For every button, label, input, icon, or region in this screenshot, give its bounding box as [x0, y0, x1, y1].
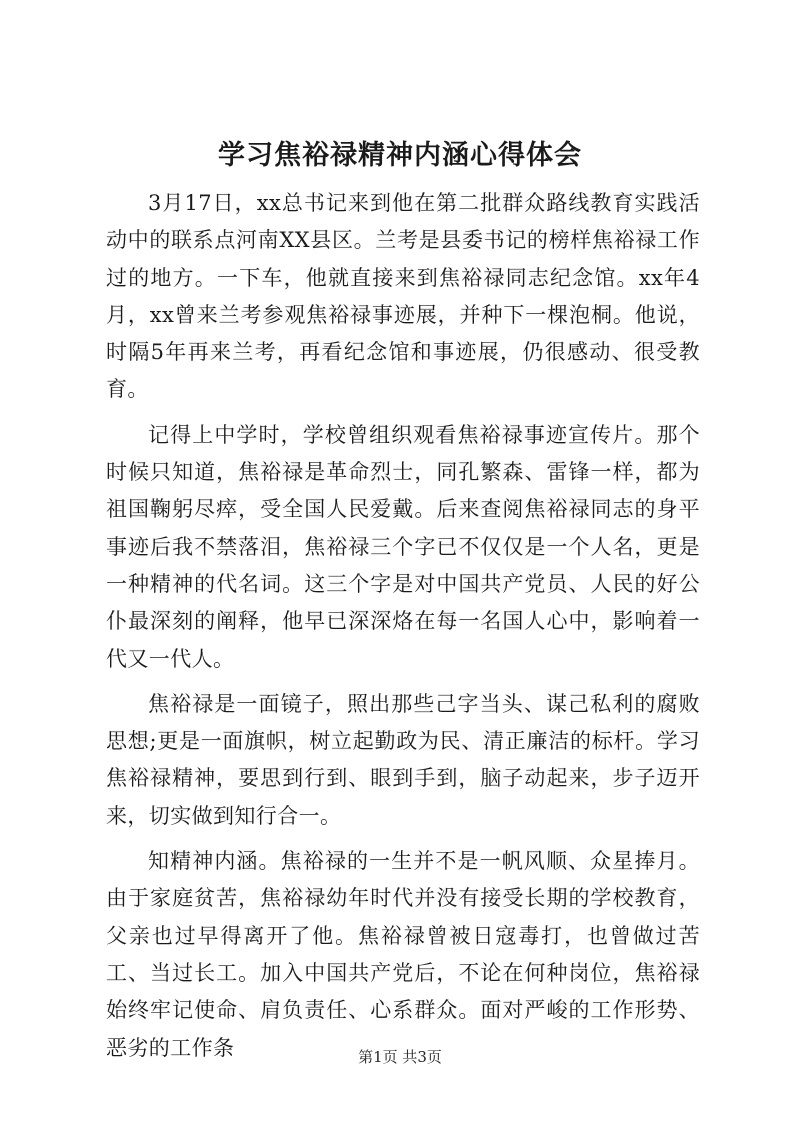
paragraph-3: 焦裕禄是一面镜子，照出那些己字当头、谋己私利的腐败思想;更是一面旗帜，树立起勤政为民、清正廉洁的标杆。学习焦裕禄精神，要思到行到、眼到手到，脑子动起来，步子迈开来，切实做到知行合一。 [106, 691, 700, 828]
paragraph-2: 记得上中学时，学校曾组织观看焦裕禄事迹宣传片。那个时候只知道，焦裕禄是革命烈士，同孔繁森、雷锋一样，都为祖国鞠躬尽瘁，受全国人民爱戴。后来查阅焦裕禄同志的身平事迹后我不禁落泪，焦裕禄三个字已不仅仅是一个人名，更是一种精神的代名词。这三个字是对中国共产党员、人民的好公仆最深刻的阐释，他早已深深烙在每一名国人心中，影响着一代又一代人。 [106, 422, 700, 671]
paragraph-4: 知精神内涵。焦裕禄的一生并不是一帆风顺、众星捧月。由于家庭贫苦，焦裕禄幼年时代并没有接受长期的学校教育，父亲也过早得离开了他。焦裕禄曾被日寇毒打，也曾做过苦工、当过长工。加入中国共产党后，不论在何种岗位，焦裕禄始终牢记使命、肩负责任、心系群众。面对严峻的工作形势、恶劣的工作条 [106, 849, 700, 1060]
document-body [106, 185, 700, 1067]
document-title: 学习焦裕禄精神内涵心得体会 [218, 140, 582, 171]
paragraph-1: 3月17日，xx总书记来到他在第二批群众路线教育实践活动中的联系点河南XX县区。兰考是县委书记的榜样焦裕禄工作过的地方。一下车，他就直接来到焦裕禄同志纪念馆。xx年4月，xx曾来兰考参观焦裕禄事迹展，并种下一棵泡桐。他说，时隔5年再来兰考，再看纪念馆和事迹展，仍很感动、很受教育。 [106, 191, 700, 402]
page-number-footer: 第1页 共3页 [358, 1048, 442, 1066]
